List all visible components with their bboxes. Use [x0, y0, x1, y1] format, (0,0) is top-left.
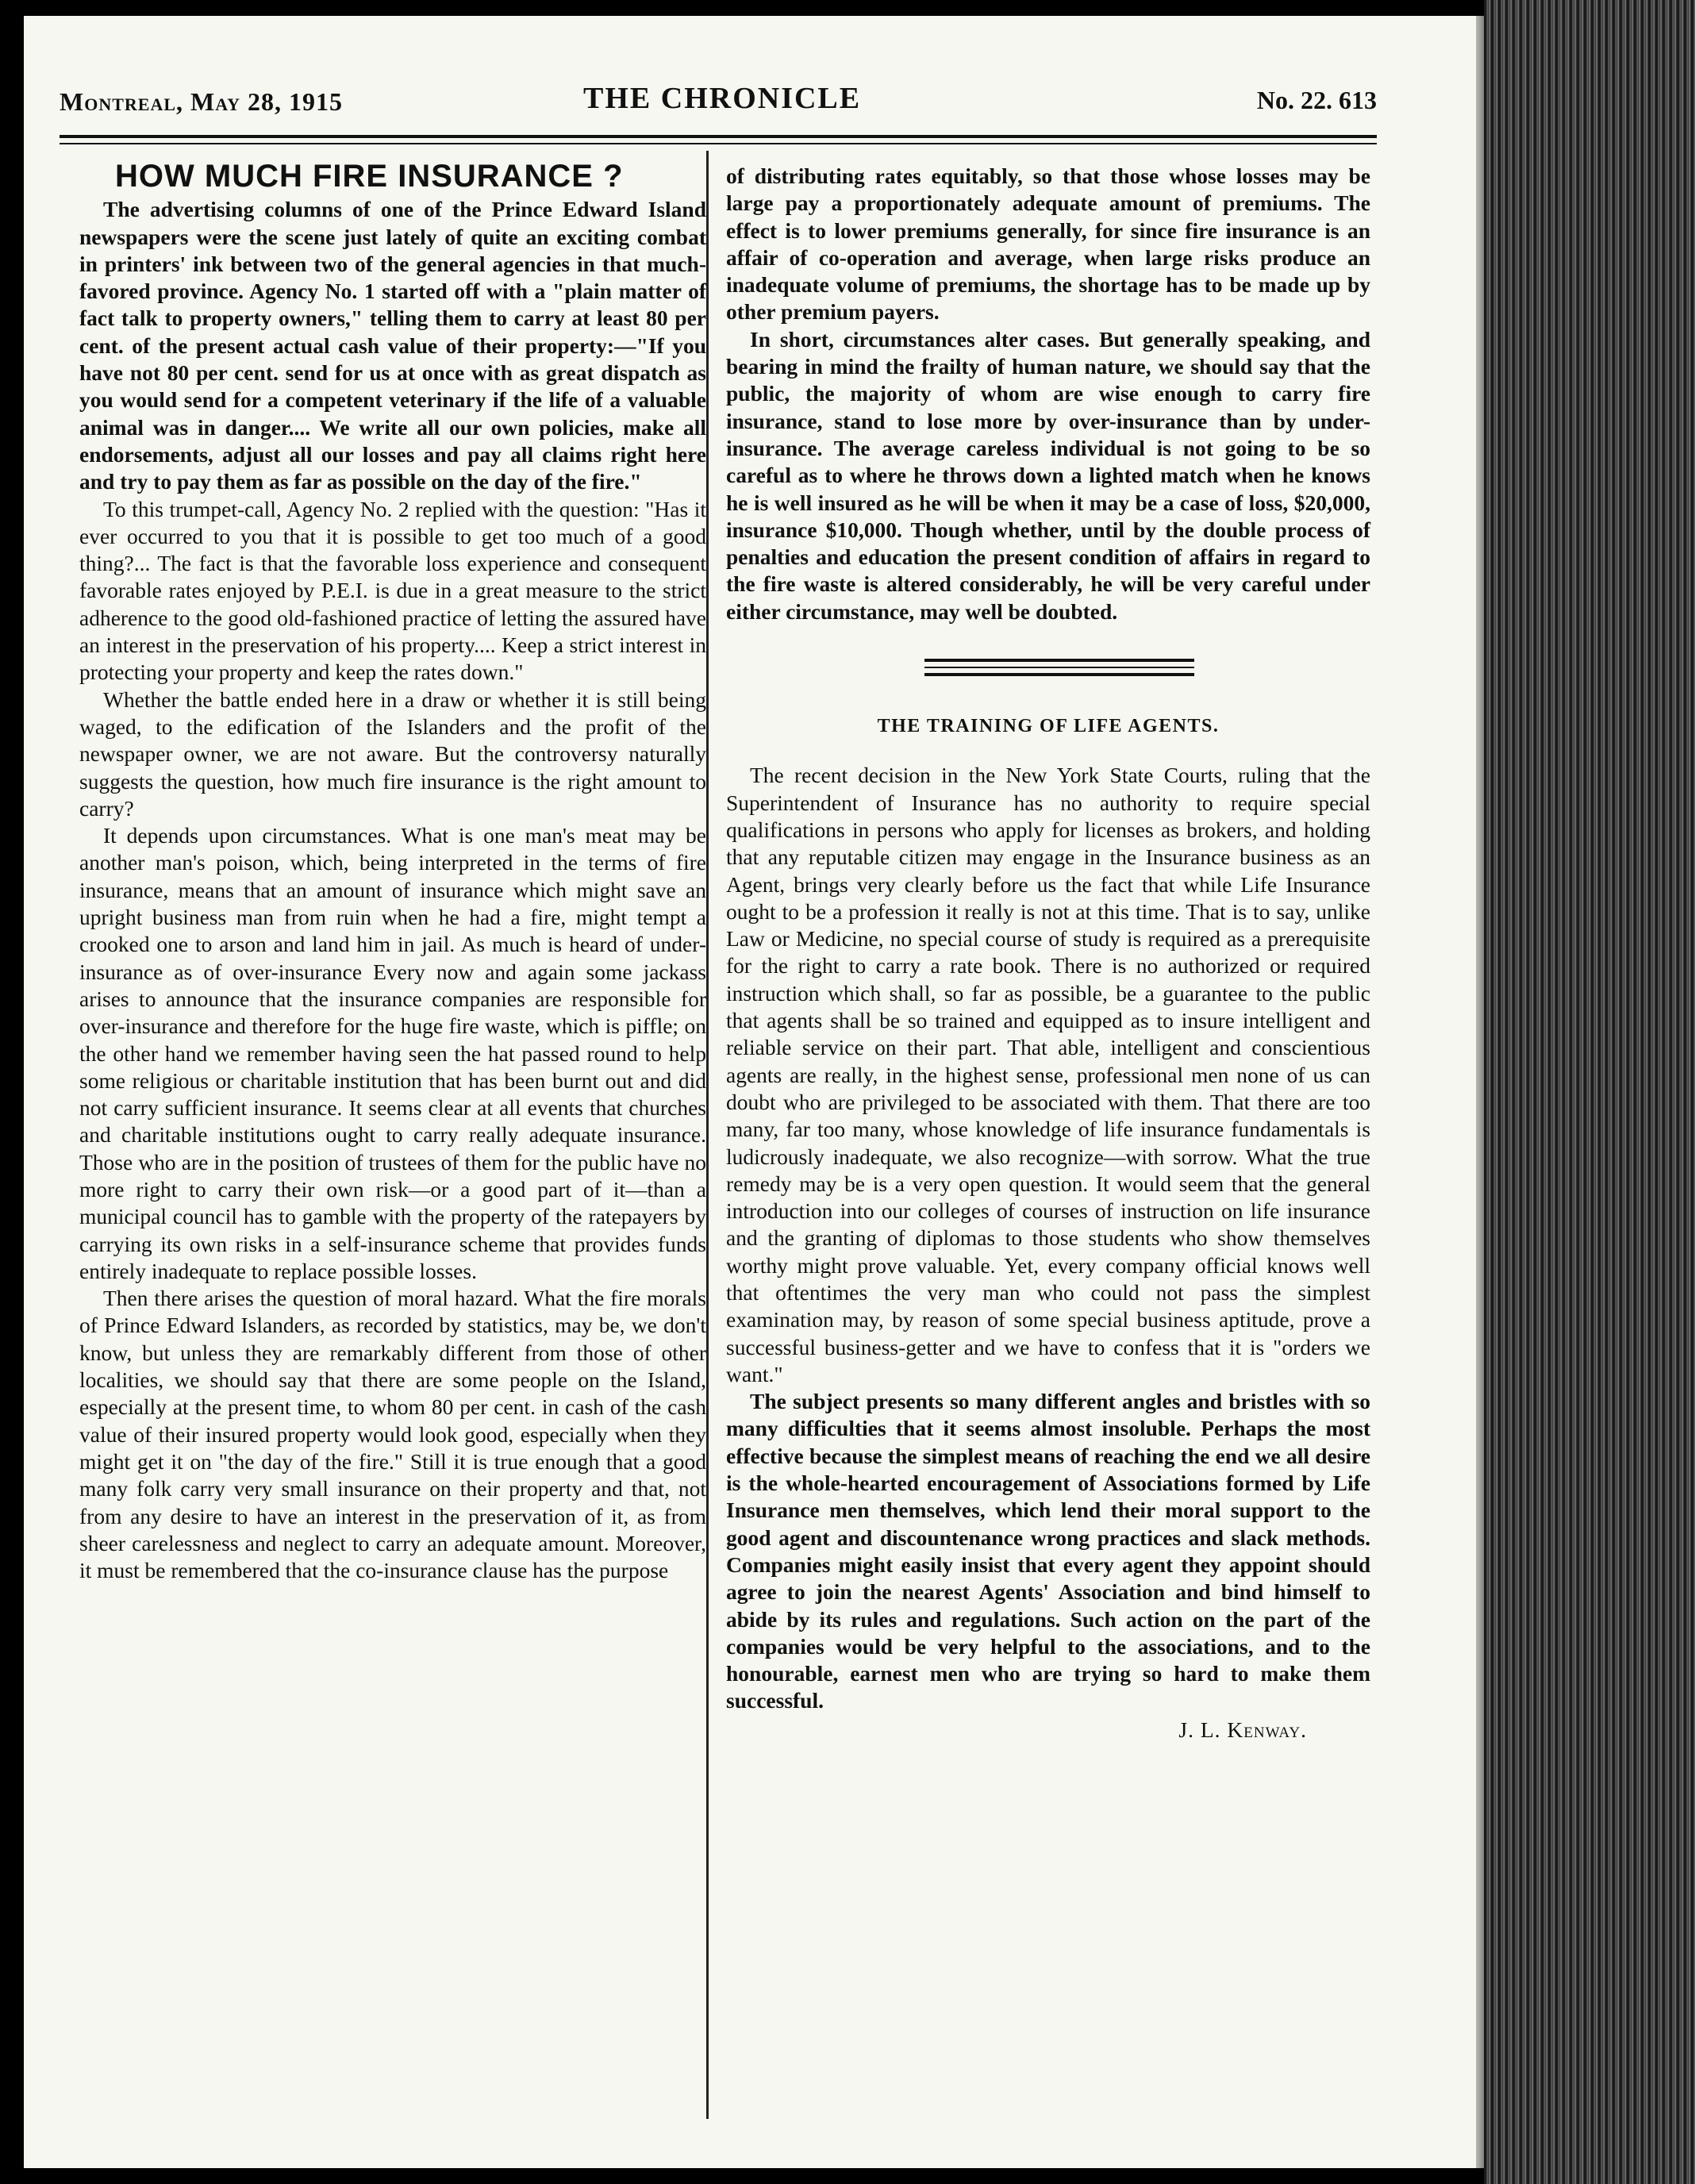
article1-paragraph: In short, circumstances alter cases. But generally speaking, and bearing in mind the frailty of human nature, we should say that the public, the majority of whom are wise enough to carry fire insurance, stand to lose more by over-insurance than by under-insurance. The average careless individual is not going to be so careful as to where he throws down a lighted match when he knows he is well insured as he will be when it may be a case of loss, $20,000, insurance $10,000. Though whether, until by the double process of penalties and education the present condition of affairs in regard to the fire waste is altered considerably, he will be very careful under either circumstance, may well be doubted.	[726, 326, 1370, 624]
header-rule-thin	[60, 143, 1377, 144]
header-dateline: Montreal, May 28, 1915	[60, 87, 343, 116]
article1-paragraph: To this trumpet-call, Agency No. 2 replied with the question: "Has it ever occurred to you that it is possible to get too much of a good thing?... The fact is that the favorable loss experience and consequent favorable rates enjoyed by P.E.I. is due in a great measure to the strict adherence to the good old-fashioned practice of letting the assured have an interest in the preservation of his property.... Keep a strict interest in protecting your property and keep the rates down."	[79, 496, 706, 685]
newspaper-page	[24, 16, 1484, 2168]
book-page-edges	[1484, 0, 1695, 2184]
article1-paragraph: It depends upon circumstances. What is one man's meat may be another man's poison, which, being interpreted in the terms of fire insurance, means that an amount of insurance which might save an upright business man from ruin when he had a fire, might tempt a crooked one to arson and land him in jail. As much is heard of under-insurance as of over-insurance Every now and again some jackass arises to announce that the insurance companies are responsible for over-insurance and therefore for the huge fire waste, which is piffle; on the other hand we remember having seen the hat passed round to help some religious or charitable institution that has been burnt out and did not carry sufficient insurance. It seems clear at all events that churches and charitable institutions ought to carry really adequate insurance. Those who are in the position of trustees of them for the public have no more right to carry their own risk—or a good part of it—than a municipal council has to gamble with the property of the ratepayers by carrying its own risks in a self-insurance scheme that provides funds entirely inadequate to replace possible losses.	[79, 823, 706, 1283]
page-header	[60, 78, 1377, 125]
header-issue-page: No. 22. 613	[1256, 86, 1377, 114]
right-column	[726, 163, 1370, 1744]
article1-paragraph: The advertising columns of one of the Prince Edward Island newspapers were the scene just lately of quite an exciting combat in printers' ink between two of the general agencies in that much-favored province. Agency No. 1 started off with a "plain matter of fact talk to property owners," telling them to carry at least 80 per cent. of the present actual cash value of their property:—"If you have not 80 per cent. send for us at once with as great dispatch as you would send for a competent veterinary if the life of a valuable animal was in danger.... We write all our own policies, make all endorsements, adjust all our losses and pay all claims right here and try to pay them as far as possible on the day of the fire."	[79, 197, 706, 494]
article2-paragraph: The recent decision in the New York State Courts, ruling that the Superintendent of Insurance has no authority to require special qualifications in persons who apply for licenses as brokers, and holding that any reputable citizen may engage in the Insurance business as an Agent, brings very clearly before us the fact that while Life Insurance ought to be a profession it really is not at this time. That is to say, unlike Law or Medicine, no special course of study is required as a prerequisite for the right to carry a rate book. There is no authorized or required instruction which shall, so far as possible, be a guarantee to the public that agents shall be so trained and equipped as to insure intelligent and reliable service on their part. That able, intelligent and conscientious agents are really, in the highest sense, professional men none of us can doubt who are privileged to be associated with them. That there are too many, far too many, whose knowledge of life insurance fundamentals is ludicrously inadequate, we also recognize—with sorrow. What the true remedy may be is a very open question. It would seem that the general introduction into our colleges of courses of instruction on life insurance and the granting of diplomas to those students who show themselves worthy might prove valuable. Yet, every company official knows well that oftentimes the very man who could not pass the simplest examination may, by reason of some special business aptitude, prove a successful business-getter and we have to confess that it is "orders we want."	[726, 763, 1370, 1386]
header-rule-thick	[60, 135, 1377, 138]
article-title-life-agents: THE TRAINING OF LIFE AGENTS.	[877, 716, 1220, 737]
article1-paragraph: Whether the battle ended here in a draw or whether it is still being waged, to the edification of the Islanders and the profit of the newspaper owner, we are not aware. But the controversy naturally suggests the question, how much fire insurance is the right amount to carry?	[79, 686, 706, 821]
column-divider	[706, 151, 709, 2119]
article1-paragraph-continued: of distributing rates equitably, so that those whose losses may be large pay a proportionately adequate amount of premiums. The effect is to lower premiums generally, for since fire insurance is an affair of co-operation and average, when large risks produce an inadequate volume of premiums, the shortage has to be made up by other premium payers.	[726, 163, 1370, 325]
header-masthead: THE CHRONICLE	[583, 82, 862, 115]
left-column	[79, 159, 706, 1584]
article-separator	[726, 649, 1370, 697]
article1-paragraph: Then there arises the question of moral hazard. What the fire morals of Prince Edward Islanders, as recorded by statistics, may be, we don't know, but unless they are remarkably different from those of other localities, we should say that there are some people on the Island, especially at the present time, to whom 80 per cent. in cash of the cash value of their insured property would look good, especially when they might get it on "the day of the fire." Still it is true enough that a good many folk carry very small insurance on their property and that, not from any desire to have an interest in the preservation of it, as from sheer carelessness and neglect to carry an adequate amount. Moreover, it must be remembered that the co-insurance clause has the purpose	[79, 1286, 706, 1583]
author-signature: J. L. Kenway.	[1178, 1717, 1307, 1742]
article2-paragraph: The subject presents so many different angles and bristles with so many difficulties that it seems almost insoluble. Perhaps the most effective because the simplest means of reaching the end we all desire is the whole-hearted encouragement of Associations formed by Life Insurance men themselves, which lend their moral support to the good agent and discountenance wrong practices and slack methods. Companies might easily insist that every agent they appoint should agree to join the nearest Agents' Association and bind himself to abide by its rules and regulations. Such action on the part of the companies would be very helpful to the associations, and to the honourable, earnest men who are trying so hard to make them successful.	[726, 1389, 1370, 1713]
article-title-fire-insurance: HOW MUCH FIRE INSURANCE ?	[115, 159, 624, 194]
